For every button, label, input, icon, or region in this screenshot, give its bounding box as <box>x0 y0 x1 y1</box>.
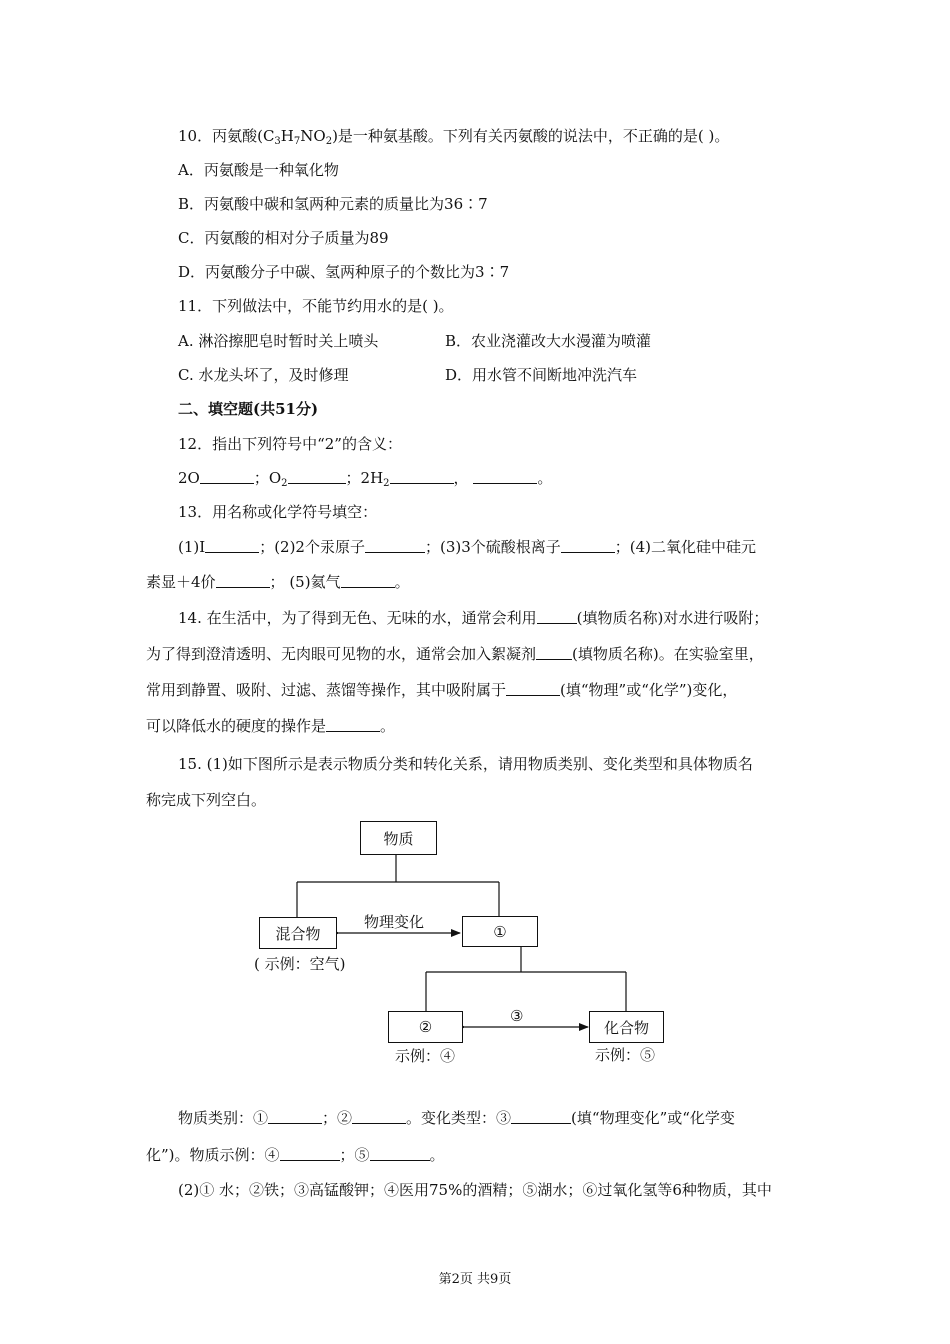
answer-blank <box>370 1146 430 1161</box>
q10-option-b: B．丙氨酸中碳和氢两种元素的质量比为36∶7 <box>178 195 488 213</box>
q10-stem: 10．丙氨酸$(C_3H_7NO_2)$是一种氨基酸。下列有关丙氨酸的说法中，不正确的是( )。 <box>178 127 730 147</box>
section-title: 二、填空题(共51分) <box>178 400 319 418</box>
q13-line1: (1)I ；(2)2个汞原子 ；(3)3个硫酸根离子 ；(4)二氧化硅中硅元 <box>178 538 757 556</box>
mixture-example: ( 示例：空气) <box>254 955 346 973</box>
q15-line1: 15. (1)如下图所示是表示物质分类和转化关系，请用物质类别、变化类型和具体物质名 <box>178 755 753 773</box>
change-type-label: 物理变化 <box>364 913 425 931</box>
q15-fill-line1: 物质类别：① ；② 。变化类型：③ (填“物理变化”或“化学变 <box>178 1109 735 1127</box>
box-mixture: 混合物 <box>259 917 337 949</box>
q15-part2: (2)① 水；②铁；③高锰酸钾；④医用75%的酒精；⑤湖水；⑥过氧化氢等6种物质，其中 <box>178 1181 772 1199</box>
box-blank-2: ② <box>388 1011 463 1043</box>
q15-fill-line2: 化”)。物质示例：④ ；⑤ 。 <box>146 1146 445 1164</box>
q14-line3: 常用到静置、吸附、过滤、蒸馏等操作，其中吸附属于 (填“物理”或“化学”)变化， <box>146 681 738 699</box>
box-compound: 化合物 <box>589 1011 664 1043</box>
box-blank-1: ① <box>462 916 538 947</box>
example-4: 示例：④ <box>395 1047 456 1065</box>
answer-blank <box>280 1146 340 1161</box>
q14-line2: 为了得到澄清透明、无肉眼可见物的水，通常会加入絮凝剂 (填物质名称)。在实验室里， <box>146 645 764 663</box>
q12-stem: 12．指出下列符号中“2”的含义： <box>178 435 402 453</box>
q11-option-c: C. 水龙头坏了，及时修理 <box>178 366 349 384</box>
q11-option-b: B．农业浇灌改大水漫灌为喷灌 <box>445 332 652 350</box>
page-footer: 第2页 共9页 <box>438 1272 512 1287</box>
example-5: 示例：⑤ <box>595 1046 656 1064</box>
q11-option-d: D．用水管不间断地冲洗汽车 <box>445 366 638 384</box>
q10-option-d: D．丙氨酸分子中碳、氢两种原子的个数比为3∶7 <box>178 263 510 281</box>
q10-option-c: C．丙氨酸的相对分子质量为89 <box>178 229 389 247</box>
q11-option-a: A. 淋浴擦肥皂时暂时关上喷头 <box>178 332 379 350</box>
q12-blanks: 2O ；$O_2$ ；$2H_2$ ， 。 <box>178 469 553 489</box>
answer-blank <box>511 1109 571 1124</box>
q13-line2: 素显＋4价 ； (5)氦气 。 <box>146 573 410 591</box>
q14-line4: 可以降低水的硬度的操作是 。 <box>146 717 396 735</box>
q13-stem: 13．用名称或化学符号填空： <box>178 503 378 521</box>
q11-stem: 11．下列做法中，不能节约用水的是( )。 <box>178 297 454 315</box>
q10-option-a: A．丙氨酸是一种氧化物 <box>178 161 339 179</box>
q15-line2: 称完成下列空白。 <box>146 791 267 809</box>
answer-blank <box>268 1109 322 1124</box>
box-substance: 物质 <box>360 821 437 855</box>
change-blank-3: ③ <box>510 1007 524 1025</box>
answer-blank <box>352 1109 406 1124</box>
q14-line1: 14. 在生活中，为了得到无色、无味的水，通常会利用 (填物质名称)对水进行吸附； <box>178 609 769 627</box>
